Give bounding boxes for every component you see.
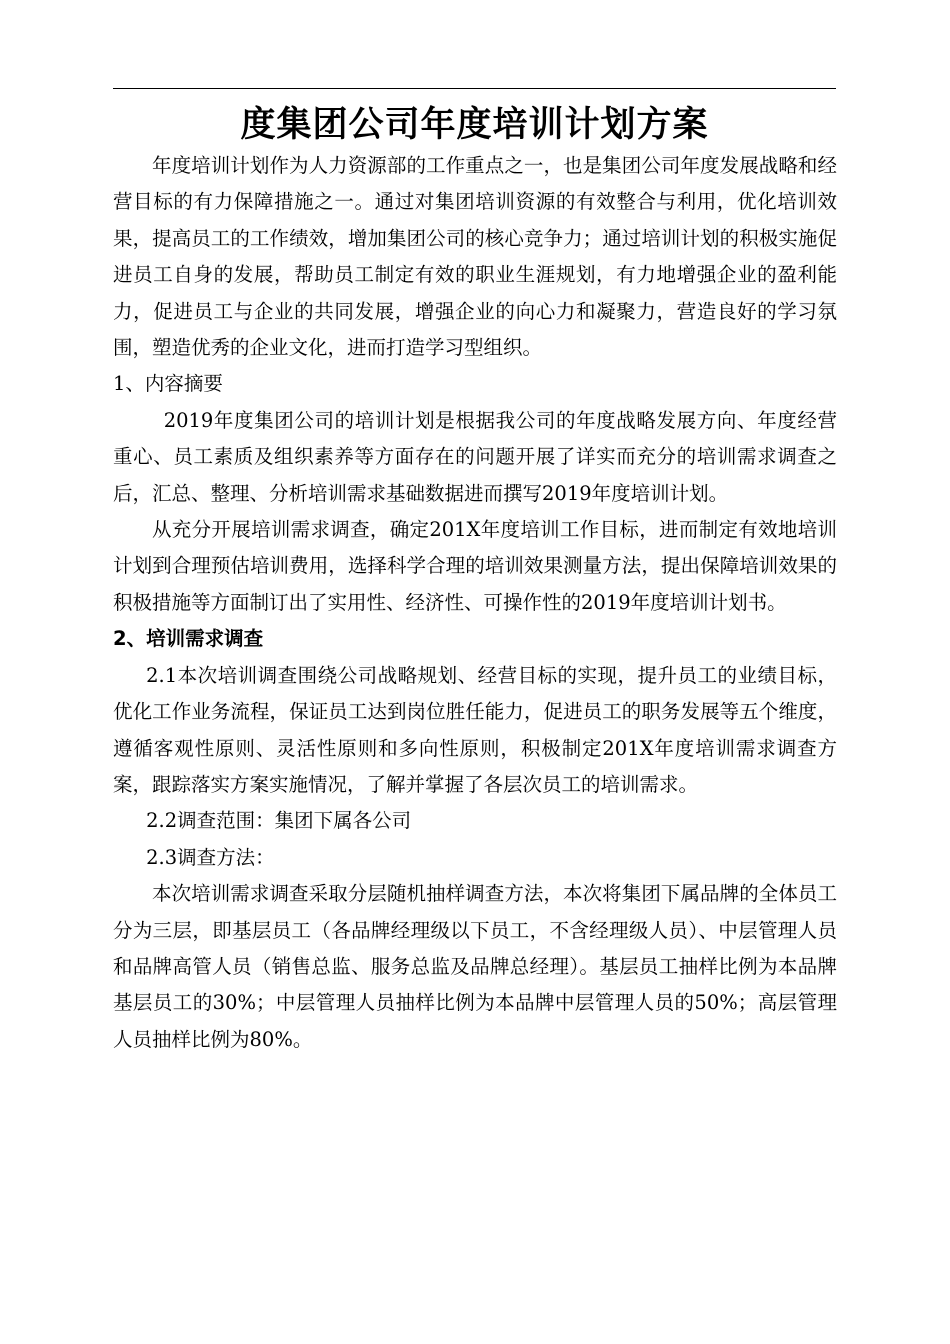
- section-2-item-2-1: 2.1本次培训调查围绕公司战略规划、经营目标的实现，提升员工的业绩目标，优化工作业务流程，保证员工达到岗位胜任能力，促进员工的职务发展等五个维度，遵循客观性原则、灵活性原则和多向性原则，积极制定201X年度培训需求调查方案，跟踪落实方案实施情况，了解并掌握了各层次员工的培训需求。: [113, 663, 837, 796]
- section-2-item-2-2: 2.2调查范围：集团下属各公司: [146, 809, 412, 833]
- survey-method-paragraph: 本次培训需求调查采取分层随机抽样调查方法，本次将集团下属品牌的全体员工分为三层，即基层员工（各品牌经理级以下员工，不含经理级人员）、中层管理人员和品牌高管人员（销售总监、服务总监及品牌总经理）。基层员工抽样比例为本品牌基层员工的30%；中层管理人员抽样比例为本品牌中层管理人员的50%；高层管理人员抽样比例为80%。: [113, 882, 837, 1051]
- document-title: 度集团公司年度培训计划方案: [240, 105, 709, 145]
- document-body: [113, 148, 837, 1058]
- section-1-paragraph-1: 2019年度集团公司的培训计划是根据我公司的年度战略发展方向、年度经营重心、员工素质及组织素养等方面存在的问题开展了详实而充分的培训需求调查之后，汇总、整理、分析培训需求基础数据进而撰写2019年度培训计划。: [113, 408, 837, 505]
- header-rule: [113, 88, 836, 89]
- intro-paragraph: 年度培训计划作为人力资源部的工作重点之一，也是集团公司年度发展战略和经营目标的有力保障措施之一。通过对集团培训资源的有效整合与利用，优化培训效果，提高员工的工作绩效，增加集团公司的核心竞争力；通过培训计划的积极实施促进员工自身的发展，帮助员工制定有效的职业生涯规划，有力地增强企业的盈利能力，促进员工与企业的共同发展，增强企业的向心力和凝聚力，营造良好的学习氛围，塑造优秀的企业文化，进而打造学习型组织。: [113, 154, 837, 360]
- section-2-heading: 2、培训需求调查: [113, 627, 264, 651]
- section-1-paragraph-2: 从充分开展培训需求调查，确定201X年度培训工作目标，进而制定有效地培训计划到合理预估培训费用，选择科学合理的培训效果测量方法，提出保障培训效果的积极措施等方面制订出了实用性、经济性、可操作性的2019年度培训计划书。: [113, 518, 837, 614]
- section-2-item-2-3: 2.3调查方法：: [146, 845, 275, 869]
- section-1-heading: 1、内容摘要: [113, 372, 223, 396]
